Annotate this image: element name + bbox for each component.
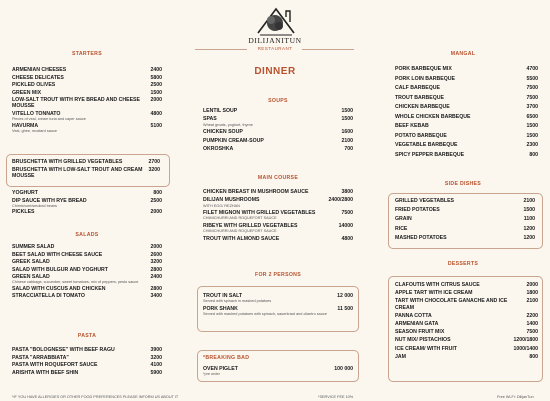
menu-item-price: 7500: [526, 329, 538, 336]
menu-item-name: TART WITH CHOCOLATE GANACHE AND ICE CREAM: [395, 298, 508, 311]
menu-item-price: 1400: [526, 321, 538, 328]
menu-item-name: BRUSCHETTA WITH LOW-SALT TROUT AND CREAM MOUSSE: [12, 166, 143, 179]
menu-item-price: 2000: [150, 209, 162, 216]
menu-item-price: 11 500: [337, 306, 353, 313]
menu-item-price: 800: [529, 353, 538, 360]
menu-item-price: 2000: [150, 244, 162, 250]
menu-item-name: PORK SHANK Served with mashed potatoes with spinach, sauerkraut and cilantro sauce: [203, 306, 337, 317]
menu-item: [12, 362, 162, 368]
menu-item-description: Veal, ghee, mustard sauce: [12, 128, 57, 133]
menu-item: [395, 226, 535, 232]
menu-item-name: FILET MIGNON WITH GRILLED VEGETABLES CHIMICHURRI AND ROQUEFORT SAUCE: [203, 210, 341, 221]
menu-item-name: ARISHTA WITH BEEF SHIN: [12, 369, 79, 376]
menu-item-name: PICKLES: [12, 209, 35, 216]
menu-item-name: RICE: [395, 225, 408, 232]
menu-item-price: 7500: [526, 85, 538, 91]
menu-item-price: 14000: [338, 222, 353, 229]
menu-item: [203, 129, 353, 135]
menu-item-name: WHOLE CHICKEN BARBEQUE: [395, 113, 471, 120]
menu-item-price: 2100: [523, 198, 535, 204]
menu-item: [395, 282, 538, 288]
menu-item: [395, 329, 538, 335]
menu-item-price: 5900: [150, 369, 162, 376]
menu-item-price: 2100: [526, 298, 538, 305]
side-dishes-list: [395, 198, 535, 244]
menu-item-price: 700: [344, 145, 353, 152]
desserts-list: [395, 282, 538, 362]
menu-item: [395, 123, 538, 129]
starters-heading: STARTERS: [72, 51, 102, 57]
side-dishes-heading: SIDE DISHES: [444, 181, 482, 187]
menu-item: [12, 286, 162, 292]
menu-item-name: GREEN MIX: [12, 89, 42, 96]
menu-item: [12, 370, 162, 376]
menu-item-name: CLAFOUTIS WITH CITRUS SAUCE: [395, 282, 480, 288]
menu-item: [395, 85, 538, 91]
menu-item-price: 1500: [526, 132, 538, 139]
menu-item-name: NUT MIX/ PISTACHIOS: [395, 337, 451, 344]
menu-item-price: 1000/1400: [513, 345, 538, 352]
menu-item-name: VEGETABLE BARBEQUE: [395, 142, 458, 148]
soups-list: [203, 108, 353, 154]
menu-item: [12, 209, 162, 215]
menu-item-price: 4800: [341, 235, 353, 242]
menu-item-price: 1200/1800: [513, 337, 538, 344]
menu-item-price: 1600: [341, 129, 353, 136]
menu-item: [203, 138, 353, 144]
menu-item: [395, 104, 538, 110]
menu-item-price: 2500: [150, 197, 162, 204]
menu-item: [12, 355, 162, 361]
menu-item: [395, 235, 535, 241]
menu-item: [395, 95, 538, 101]
menu-item-description: Served with mashed potatoes with spinach, sauerkraut and cilantro sauce: [203, 312, 327, 317]
menu-item: [203, 210, 353, 221]
menu-item-price: 3700: [526, 104, 538, 110]
menu-item-name: GREEK SALAD: [12, 259, 50, 265]
menu-item: [12, 90, 162, 96]
mangal-heading: MANGAL: [450, 51, 476, 57]
menu-item-description: CHIMICHURRI AND ROQUEFORT SAUCE: [203, 216, 277, 221]
pasta-list: [12, 347, 162, 377]
menu-item-name: GRILLED VEGETABLES: [395, 198, 454, 204]
menu-item-price: 3200: [148, 166, 160, 173]
menu-item: [12, 252, 162, 258]
menu-item: [395, 337, 538, 343]
starters-list: [12, 67, 162, 135]
menu-item-price: 2600: [150, 251, 162, 258]
menu-item: [203, 189, 353, 195]
menu-item-price: 2800: [150, 266, 162, 273]
menu-item: [395, 198, 535, 204]
desserts-heading: DESSERTS: [447, 261, 479, 267]
menu-item: [12, 267, 162, 273]
menu-item-price: 6500: [526, 113, 538, 120]
menu-item-name: SUMMER SALAD: [12, 244, 55, 250]
menu-item-price: 2300: [526, 142, 538, 148]
menu-item-name: OKROSHKA: [203, 145, 234, 152]
menu-item-price: 1500: [526, 123, 538, 129]
menu-item-name: GRAIN: [395, 216, 412, 223]
menu-item-description: Chinese cabbage, cucumber, sweet tomatoes, mix of peppers, pesto sauce: [12, 280, 139, 285]
menu-item-name: HAVURMA Veal, ghee, mustard sauce: [12, 123, 150, 134]
main-course-list: [203, 189, 353, 244]
menu-item-name: PICKLED OLIVES: [12, 82, 56, 88]
menu-item-price: 2500: [150, 82, 162, 88]
menu-item-name: VITELLO TONNATO Pieces of veal, cream tuna and caper sauce: [12, 111, 150, 122]
menu-item: [203, 236, 353, 242]
menu-item: [12, 190, 162, 196]
menu-item-name: PORK LOIN BARBEQUE: [395, 75, 455, 82]
menu-item-name: CHEESE DELICATES: [12, 74, 64, 81]
menu-item-name: SALAD WITH CUSCUS AND CHICKEN: [12, 285, 106, 292]
menu-item-price: 1100: [523, 216, 535, 223]
menu-item-price: 2100: [341, 137, 353, 144]
menu-item-price: 2400/2800: [328, 197, 353, 204]
divider: [302, 49, 354, 50]
menu-item: [12, 159, 160, 165]
menu-item-name: LOW-SALT TROUT WITH RYE BREAD AND CHEESE MOUSSE: [12, 97, 140, 110]
menu-item-name: BRUSCHETTA WITH GRILLED VEGETABLES: [12, 159, 123, 165]
menu-item: [12, 67, 162, 73]
menu-item: [203, 366, 353, 377]
menu-item-name: APPLE TART WITH ICE CREAM: [395, 290, 473, 297]
menu-item-name: GREEN SALAD Chinese cabbage, cucumber, sweet tomatoes, mix of peppers, pesto sauce: [12, 274, 150, 285]
menu-item-description: Pieces of veal, cream tuna and caper sauce: [12, 116, 86, 121]
menu-item-description: Wheat groats, yoghurt, thyme: [203, 122, 253, 127]
mangal-list: [395, 66, 538, 161]
menu-item: [395, 152, 538, 158]
menu-item-price: 2800: [150, 285, 162, 292]
menu-item-name: CALF BARBEQUE: [395, 85, 440, 91]
menu-item: [12, 111, 162, 122]
menu-item: [395, 346, 538, 352]
menu-item-price: 4700: [526, 66, 538, 72]
menu-item: [395, 133, 538, 139]
menu-item: [395, 298, 538, 310]
menu-item-description: CHIMICHURRI AND ROQUEFORT SAUCE: [203, 229, 277, 234]
menu-item: [395, 321, 538, 327]
menu-item: [12, 82, 162, 88]
menu-item-price: 3400: [150, 293, 162, 300]
menu-item: [203, 116, 353, 127]
menu-item: [203, 197, 353, 208]
for-2-persons-list: [203, 293, 353, 319]
menu-item: [12, 244, 162, 250]
menu-item-price: 2400: [150, 67, 162, 73]
menu-item: [395, 114, 538, 120]
menu-item-name: CHICKEN SOUP: [203, 129, 243, 136]
menu-item-name: DILIJAN MUSHROOMS WITH EGG/ REZHAN: [203, 197, 328, 208]
menu-item-price: 1500: [523, 207, 535, 214]
menu-item-description: Chimichurri/smoked beans: [12, 203, 57, 208]
menu-item-name: DIP SAUCE WITH RYE BREAD Chimichurri/smoked beans: [12, 198, 150, 209]
menu-item-name: POTATO BARBEQUE: [395, 132, 447, 139]
starters-extra-list: [12, 190, 162, 217]
pasta-heading: PASTA: [77, 333, 97, 339]
menu-item: [203, 293, 353, 304]
menu-item-price: 7500: [341, 210, 353, 217]
menu-item: [203, 108, 353, 114]
menu-item-price: 2200: [526, 312, 538, 319]
menu-item-price: 2000: [150, 97, 162, 103]
menu-item-name: PANNA COTTA: [395, 312, 432, 319]
menu-item: [12, 293, 162, 299]
menu-item-price: 4800: [150, 110, 162, 117]
menu-item: [395, 207, 535, 213]
menu-item-name: PASTA WITH ROQUEFORT SAUCE: [12, 362, 98, 368]
menu-item-name: SPAS Wheat groats, yoghurt, thyme: [203, 116, 341, 127]
breaking-bad-list: [203, 366, 353, 378]
menu-item-name: BEET SALAD WITH CHEESE SAUCE: [12, 251, 103, 258]
menu-item-name: RIBEYE WITH GRILLED VEGETABLES CHIMICHURRI AND ROQUEFORT SAUCE: [203, 223, 339, 234]
menu-item: [395, 66, 538, 72]
menu-item: [203, 306, 353, 317]
menu-item-name: PUMPKIN CREAM-SOUP: [203, 137, 264, 144]
menu-item: [12, 75, 162, 81]
menu-item: [395, 313, 538, 319]
menu-item-name: PORK BARBEQUE MIX: [395, 66, 452, 72]
menu-item-name: FRIED POTATOES: [395, 207, 440, 214]
menu-item-name: SEASON FRUIT MIX: [395, 329, 445, 336]
menu-item-name: CHICKEN BREAST IN MUSHROOM SAUCE: [203, 189, 309, 195]
menu-item-name: BEEF KEBAB: [395, 123, 429, 129]
menu-item: [12, 259, 162, 265]
main-course-heading: MAIN COURSE: [257, 175, 299, 181]
menu-item: [12, 274, 162, 285]
menu-item: [12, 123, 162, 134]
menu-item-name: OVEN PIGLET *pre order: [203, 366, 334, 377]
menu-item-price: 2400: [150, 274, 162, 280]
menu-item-name: PASTA "BOLOGNESE" WITH BEEF RAGU: [12, 347, 115, 353]
menu-item-price: 5100: [150, 122, 162, 129]
menu-item-price: 2000: [526, 282, 538, 288]
menu-item-name: YOGHURT: [12, 190, 38, 196]
allergy-note: *IF YOU HAVE ALLERGIES OR OTHER FOOD PREFERENCES PLEASE INFORM US ABOUT IT: [12, 395, 179, 399]
brand-name: DILIJANITUN: [248, 36, 302, 45]
menu-item: [395, 216, 535, 222]
salads-list: [12, 244, 162, 301]
menu-item: [203, 223, 353, 234]
menu-item: [12, 198, 162, 209]
menu-item-name: TROUT WITH ALMOND SAUCE: [203, 235, 280, 242]
menu-item-price: 7500: [526, 94, 538, 101]
menu-item-name: PASTA "ARRABBIATA": [12, 354, 69, 361]
menu-item-description: Served with spinach in mashed potatoes: [203, 299, 272, 304]
menu-item-name: ARMENIAN CHEESES: [12, 67, 67, 73]
menu-item: [12, 167, 160, 179]
menu-item-price: 5500: [526, 75, 538, 82]
menu-item-price: 100 000: [334, 366, 353, 372]
menu-item-name: TROUT IN SALT Served with spinach in mashed potatoes: [203, 293, 337, 304]
menu-item-price: 3200: [150, 259, 162, 265]
menu-item-price: 1500: [341, 116, 353, 123]
menu-item-price: 1500: [150, 89, 162, 96]
menu-item: [395, 76, 538, 82]
menu-item-price: 4100: [150, 362, 162, 368]
soups-heading: SOUPS: [268, 98, 288, 104]
menu-item-price: 1500: [341, 108, 353, 114]
menu-item-price: 3800: [341, 189, 353, 195]
restaurant-label: RESTAURANT: [257, 46, 293, 51]
menu-item-price: 1200: [523, 225, 535, 232]
wifi-note: Free Wi-Fi: DilijanTun: [497, 395, 534, 399]
menu-item: [12, 347, 162, 353]
menu-item-name: STRACCIATELLA DI TOMATO: [12, 293, 85, 300]
menu-item-description: WITH EGG/ REZHAN: [203, 203, 240, 208]
bruschetta-list: [12, 159, 160, 180]
menu-item: [395, 290, 538, 296]
for-2-persons-heading: FOR 2 PERSONS: [255, 272, 301, 278]
menu-item-price: 3200: [150, 354, 162, 361]
menu-item: [395, 354, 538, 360]
menu-item-price: 1200: [523, 234, 535, 241]
menu-item-name: ICE CREAM/ WITH FRUIT: [395, 345, 457, 352]
menu-item-price: 5800: [150, 74, 162, 81]
menu-item-description: *pre order: [203, 372, 220, 377]
menu-item-name: CHICKEN BARBEQUE: [395, 104, 450, 110]
menu-item-name: MASHED POTATOES: [395, 234, 447, 241]
menu-item-name: JAM: [395, 353, 406, 360]
breaking-bad-heading: *BREAKING BAD: [203, 355, 250, 361]
menu-item-name: SALAD WITH BULGUR AND YOGHURT: [12, 266, 108, 273]
menu-item-price: 2700: [148, 159, 160, 165]
menu-item-price: 800: [153, 190, 162, 196]
service-fee-note: *SERVICE FEE 10%: [318, 395, 354, 399]
dinner-heading: DINNER: [254, 66, 296, 77]
menu-item-name: SPICY PEPPER BARBEQUE: [395, 151, 465, 158]
salads-heading: SALADS: [75, 232, 99, 238]
menu-item-name: LENTIL SOUP: [203, 108, 238, 114]
menu-item-name: ARMENIAN GATA: [395, 321, 439, 328]
menu-item: [203, 146, 353, 152]
menu-item-price: 12 000: [337, 293, 353, 299]
menu-item-price: 800: [529, 151, 538, 158]
menu-item: [395, 142, 538, 148]
menu-item-price: 1800: [526, 290, 538, 297]
menu-item: [12, 97, 162, 109]
menu-item-name: TROUT BARBEQUE: [395, 94, 444, 101]
menu-item-price: 3900: [150, 347, 162, 353]
